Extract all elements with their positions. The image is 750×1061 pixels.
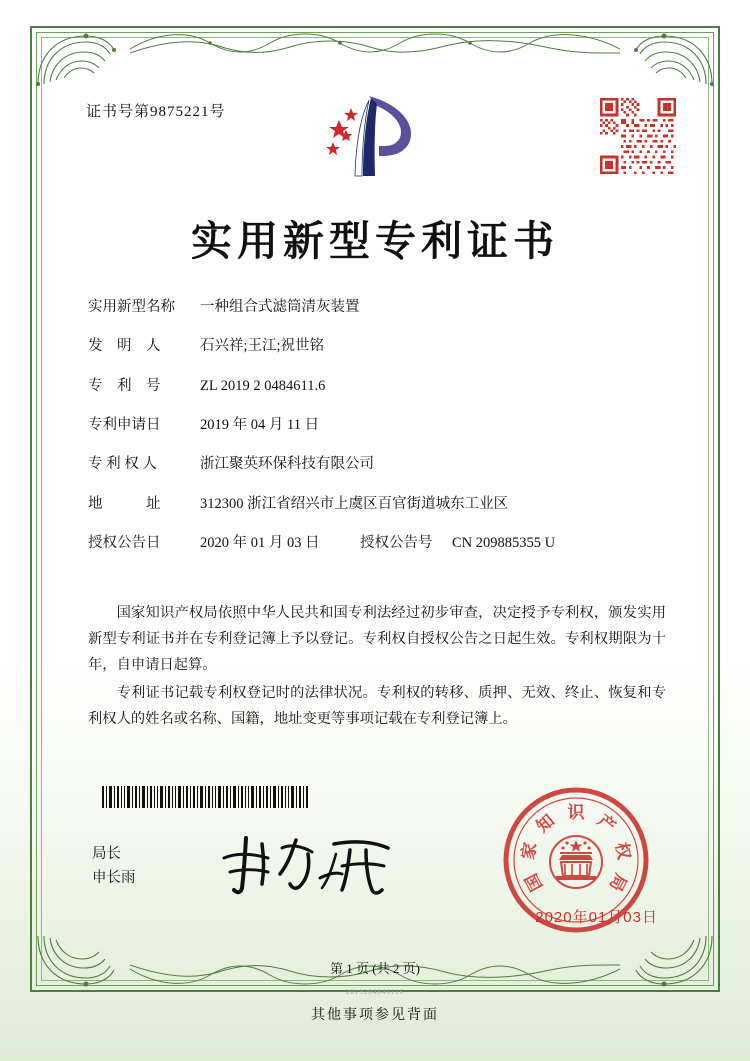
svg-text:家: 家 xyxy=(518,840,541,862)
svg-text:知: 知 xyxy=(532,810,559,837)
svg-text:权: 权 xyxy=(611,840,634,862)
handwritten-signature xyxy=(216,828,401,898)
cnipa-patent-logo xyxy=(319,90,431,182)
legal-paragraph-1: 国家知识产权局依照中华人民共和国专利法经过初步审查，决定授予专利权，颁发实用新型专利证书并在专利登记簿上予以登记。专利权自授权公告之日起生效。专利权期限为十年，自申请日起算。 xyxy=(88,605,666,673)
field-row-patentee xyxy=(88,455,668,474)
field-value-address: 312300 浙江省绍兴市上虞区百官街道城东工业区 xyxy=(200,495,509,512)
field-label: 地 址 xyxy=(88,495,161,512)
legal-paragraph-2: 专利证书记载专利权登记时的法律状况。专利权的转移、质押、无效、终止、恢复和专利权人的姓名或名称、国籍，地址变更等事项记载在专利登记簿上。 xyxy=(88,685,666,727)
field-value-inventor: 石兴祥;王江;祝世铭 xyxy=(200,338,325,355)
field-label-publication-number: 授权公告号 xyxy=(360,535,433,552)
legal-text-block xyxy=(88,600,666,734)
field-row-application-date xyxy=(88,416,668,435)
field-label: 专利申请日 xyxy=(88,417,161,434)
field-list xyxy=(88,298,668,573)
field-label: 实用新型名称 xyxy=(88,299,175,315)
svg-text:产: 产 xyxy=(593,810,620,837)
field-value-publication-date: 2020 年 01 月 03 日 xyxy=(200,535,320,552)
field-row-inventor xyxy=(88,337,668,356)
signature-labels xyxy=(92,842,136,890)
barcode xyxy=(102,786,310,808)
director-name-label: 申长雨 xyxy=(92,870,136,886)
field-row-patent-number xyxy=(88,377,668,396)
qr-code xyxy=(600,98,676,174)
field-label: 发 明 人 xyxy=(88,338,161,355)
field-label: 专 利 权 人 xyxy=(88,456,157,473)
page-title: 实用新型专利证书 xyxy=(191,218,559,264)
svg-text:识: 识 xyxy=(567,803,585,822)
certificate-number: 证书号第9875221号 xyxy=(86,104,226,120)
field-row-address xyxy=(88,495,668,514)
field-value-application-date: 2019 年 04 月 11 日 xyxy=(200,417,320,434)
svg-text:局: 局 xyxy=(605,870,631,895)
page-indicator: 第 1 页 (共 2 页) xyxy=(330,961,420,976)
field-value-publication-number: CN 209885355 U xyxy=(452,535,556,552)
field-label: 专 利 号 xyxy=(88,377,161,394)
field-row-publication xyxy=(88,534,668,553)
back-side-note: 其他事项参见背面 xyxy=(311,1008,439,1023)
seal-date: 2020年01月03日 xyxy=(535,909,658,926)
field-value-patent-number: ZL 2019 2 0484611.6 xyxy=(200,377,326,394)
footer-reference-number: 2019204846116 xyxy=(345,988,405,996)
field-label-publication-date: 授权公告日 xyxy=(88,535,161,552)
director-title-label: 局长 xyxy=(92,846,121,862)
field-value-utility-model-name: 一种组合式滤筒清灰装置 xyxy=(200,299,360,315)
field-row-name xyxy=(88,298,668,317)
svg-text:国: 国 xyxy=(521,870,547,895)
field-value-patentee: 浙江聚英环保科技有限公司 xyxy=(200,456,374,473)
